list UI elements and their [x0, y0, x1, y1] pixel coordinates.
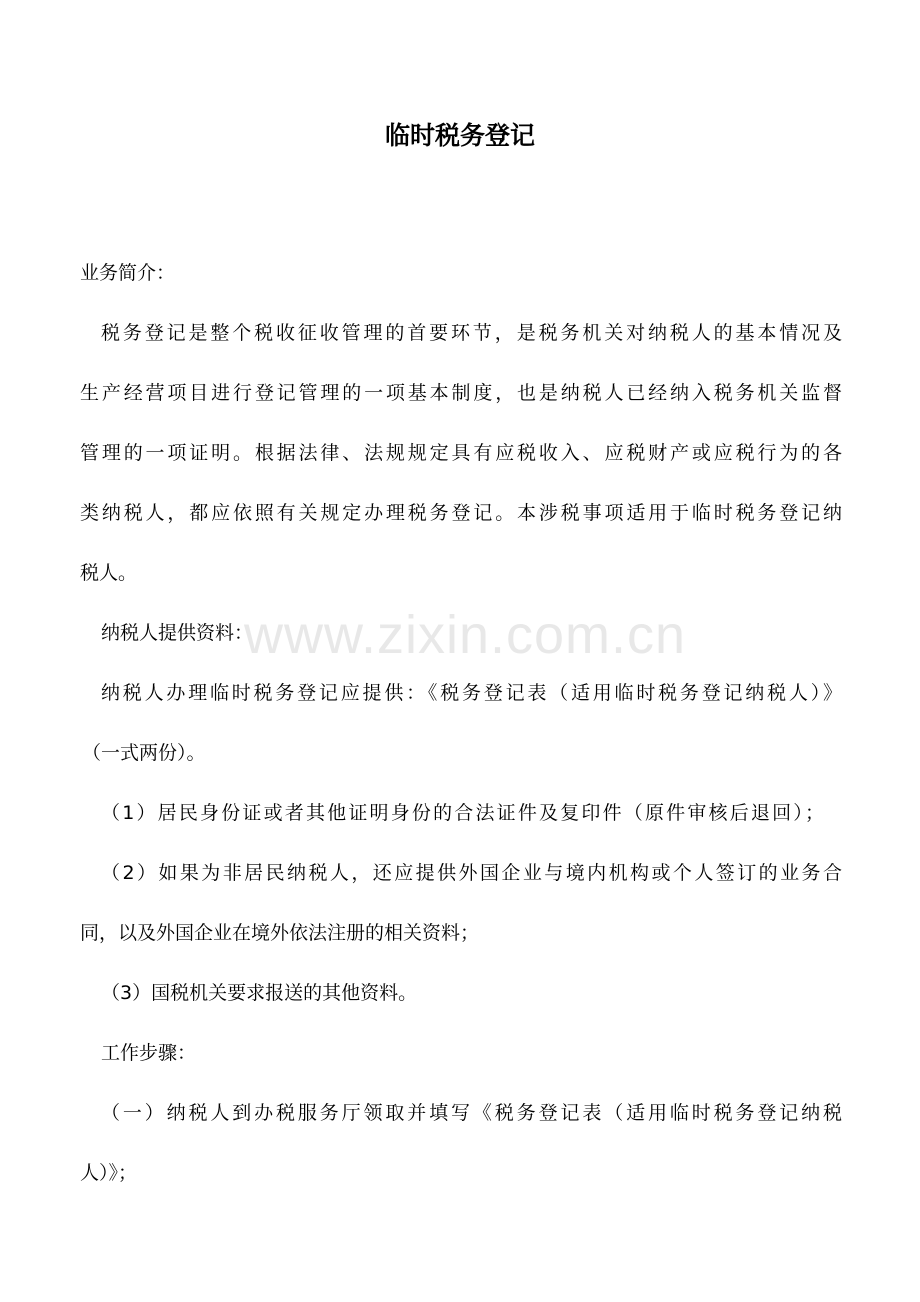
list-item-2-cont: 同，以及外国企业在境外依法注册的相关资料；	[80, 922, 480, 944]
document-title: 临时税务登记	[384, 121, 535, 150]
paragraph-line: 税务登记是整个税收征收管理的首要环节，是税务机关对纳税人的基本情况及	[101, 322, 842, 344]
watermark: www.zixin.com.cn	[243, 605, 687, 665]
list-item-1: （1）居民身份证或者其他证明身份的合法证件及复印件（原件审核后退回）；	[101, 802, 824, 824]
paragraph-line: （一式两份）。	[82, 742, 206, 764]
paragraph-line: 类纳税人，都应依照有关规定办理税务登记。本涉税事项适用于临时税务登记纳	[80, 502, 842, 524]
paragraph-line: 纳税人办理临时税务登记应提供：《税务登记表（适用临时税务登记纳税人）》	[101, 682, 842, 704]
section-heading-materials: 纳税人提供资料：	[101, 622, 254, 644]
section-heading-intro: 业务简介：	[80, 262, 176, 284]
paragraph-line: 税人。	[80, 562, 138, 584]
list-item-2: （2）如果为非居民纳税人，还应提供外国企业与境内机构或个人签订的业务合	[101, 862, 842, 884]
step-item-1-cont: 人）》；	[80, 1162, 138, 1184]
paragraph-line: 管理的一项证明。根据法律、法规规定具有应税收入、应税财产或应税行为的各	[80, 442, 842, 464]
paragraph-line: 生产经营项目进行登记管理的一项基本制度，也是纳税人已经纳入税务机关监督	[80, 382, 842, 404]
step-item-1: （一）纳税人到办税服务厅领取并填写《税务登记表（适用临时税务登记纳税	[101, 1102, 842, 1124]
list-item-3: （3）国税机关要求报送的其他资料。	[101, 982, 418, 1004]
section-heading-steps: 工作步骤：	[101, 1042, 197, 1064]
